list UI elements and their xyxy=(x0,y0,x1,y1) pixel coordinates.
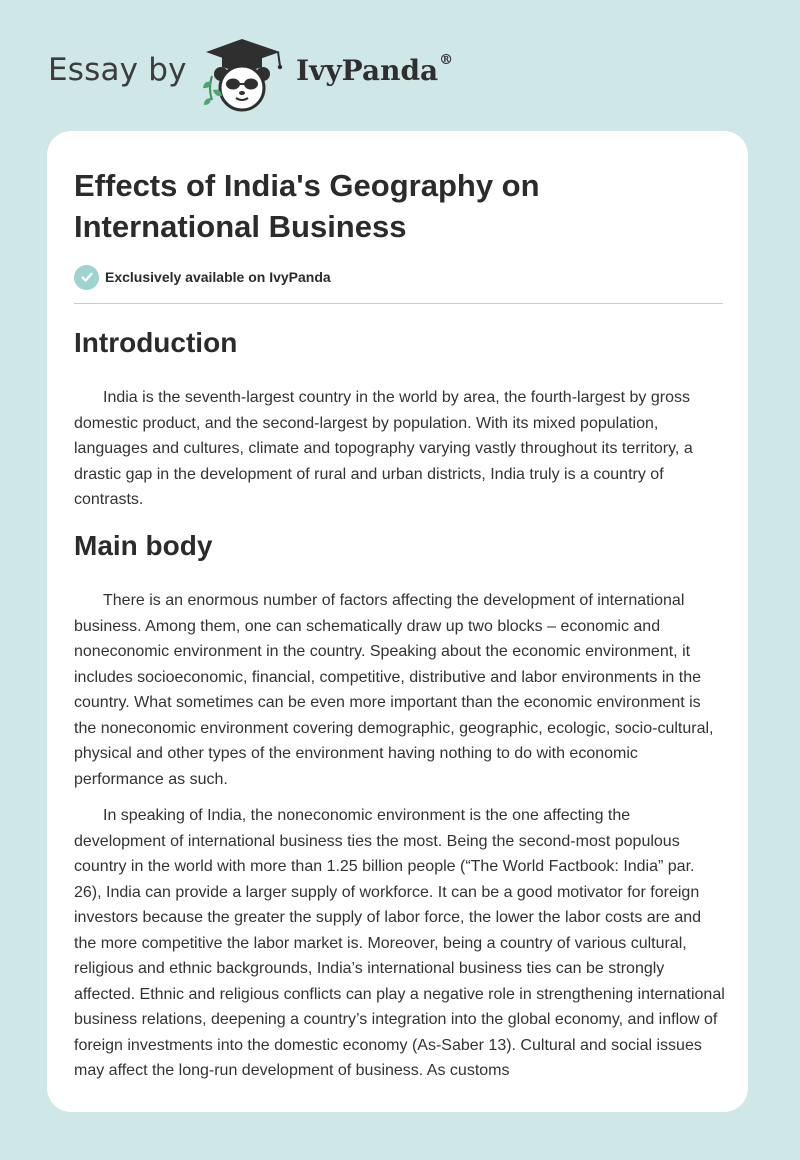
brand-name[interactable] xyxy=(296,54,453,87)
site-header xyxy=(0,0,800,130)
section-heading-main-body: Main body xyxy=(74,530,213,561)
paragraph: India is the seventh-largest country in the world by area, the fourth-largest by gross domestic product, and the second-largest by population. With its mixed population, languages and cultures, climate and topography varying vastly throughout its territory, a drastic gap in the development of rural and urban districts, India truly is a country of contrasts. xyxy=(74,389,693,508)
essay-by-label: Essay by xyxy=(48,52,187,88)
exclusive-badge xyxy=(74,264,331,290)
essay-title: Effects of India's Geography on International Business xyxy=(74,168,540,244)
paragraph: In speaking of India, the noneconomic environment is the one affecting the development of international business ties the most. Being the second-most populous country in the world with more than 1.25 billion people (“The World Factbook: India” par. 26), India can provide a larger supply of workforce. It can be a good motivator for foreign investors because the greater the supply of labor force, the lower the labor costs are and the more competitive the labor market is. Moreover, being a country of various cultural, religious and ethnic backgrounds, India’s international business ties can be strongly affected. Ethnic and religious conflicts can play a negative role in strengthening international business relations, deepening a country’s integration into the global economy, and inflow of foreign investments into the domestic economy (As-Saber 13). Cultural and social issues may affect the long-run development of business. As customs xyxy=(74,807,725,1079)
exclusive-badge-text: Exclusively available on IvyPanda xyxy=(105,269,331,285)
checkmark-icon xyxy=(74,265,99,290)
ivypanda-logo-icon[interactable] xyxy=(200,36,294,112)
paragraph: There is an enormous number of factors affecting the development of international business. Among them, one can schematically draw up two blocks – economic and noneconomic environment in the country. Speaking about the economic environment, it includes socioeconomic, financial, competitive, distributive and labor environments in the country. What sometimes can be even more important than the economic environment is the noneconomic environment covering demographic, geographic, ecologic, socio-cultural, physical and other types of the environment having nothing to do with economic performance as such. xyxy=(74,592,714,788)
brand-name-text: IvyPanda xyxy=(296,54,439,87)
divider xyxy=(74,303,723,304)
essay-card xyxy=(47,131,748,1112)
registered-mark: ® xyxy=(439,52,454,68)
section-heading-introduction: Introduction xyxy=(74,327,238,358)
